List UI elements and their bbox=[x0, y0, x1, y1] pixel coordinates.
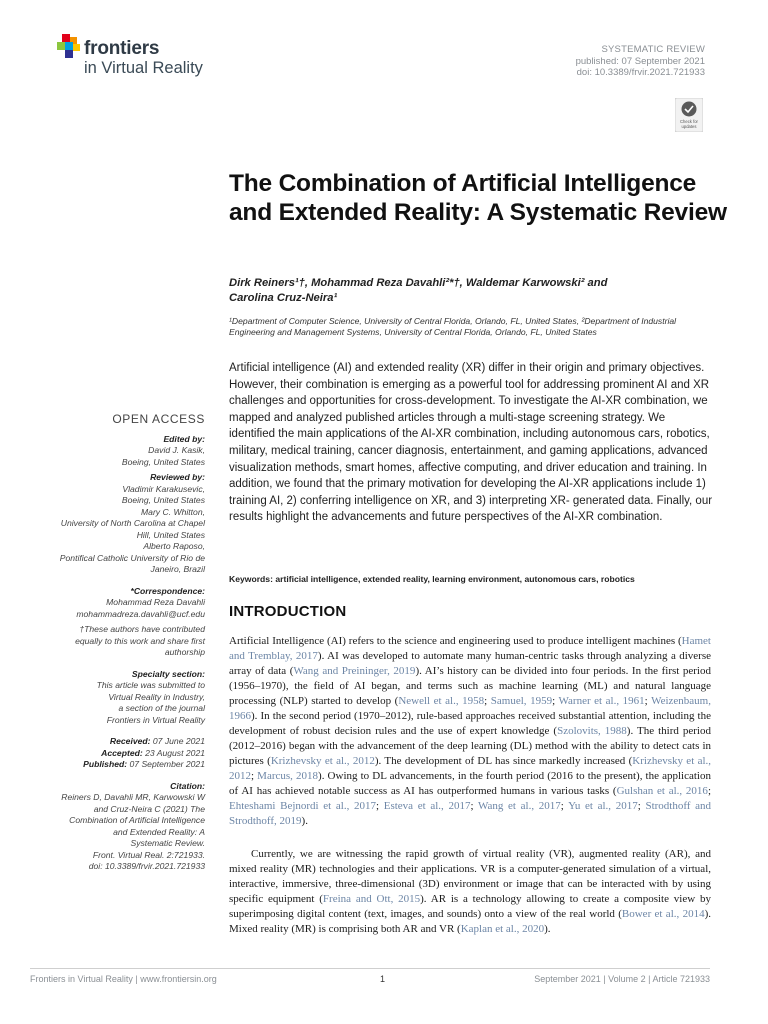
citation-link[interactable]: Krizhevsky et al., 2012 bbox=[270, 755, 375, 767]
published-label: Published: bbox=[83, 759, 128, 769]
accepted-label: Accepted: bbox=[101, 747, 143, 758]
accepted-value: 23 August 2021 bbox=[145, 747, 205, 758]
body-text: ). The development of DL has since markedly increased ( bbox=[374, 755, 633, 767]
footer-divider bbox=[30, 968, 710, 969]
body-paragraph-1 bbox=[229, 634, 711, 829]
reviewer-line: Alberto Raposo, bbox=[143, 541, 205, 551]
citation-link[interactable]: Wang et al., 2017 bbox=[477, 800, 561, 812]
page-number: 1 bbox=[380, 974, 386, 984]
body-text: ; bbox=[560, 800, 569, 812]
body-text: ). Owing to DL advancements, in the fourth period (2016 to the present), the application of AI has achieved notable success as AI has outperformed humans in various tasks ( bbox=[229, 770, 711, 797]
citation-line: and Cruz-Neira C (2021) The bbox=[93, 803, 205, 814]
body-text: ; bbox=[251, 770, 258, 782]
journal-logo[interactable] bbox=[57, 34, 277, 82]
equal-contribution-note: equally to this work and share first bbox=[75, 635, 205, 646]
article-doi[interactable]: doi: 10.3389/frvir.2021.721933 bbox=[576, 67, 705, 78]
article-type: SYSTEMATIC REVIEW bbox=[601, 44, 705, 55]
correspondence-email[interactable]: mohammadreza.davahli@ucf.edu bbox=[76, 608, 205, 619]
citation-line: Reiners D, Davahli MR, Karwowski W bbox=[61, 792, 205, 802]
editor-line: Boeing, United States bbox=[121, 456, 205, 467]
authors-line-2: Carolina Cruz-Neira¹ bbox=[229, 291, 338, 304]
body-text: ; bbox=[637, 800, 646, 812]
published-date-side bbox=[30, 759, 205, 771]
affiliations: ¹Department of Computer Science, University of Central Florida, Orlando, FL, United States, ²Department of Industrial Engineering and Management Systems, University of Central Florida, Orlando, FL, United States bbox=[229, 316, 677, 337]
abstract: Artificial intelligence (AI) and extended reality (XR) differ in their origin and primary objectives. However, their combination is emerging as a powerful tool for addressing prominent AI and XR challenges and opportunities for cross-development. To investigate the AI-XR combination, we mapped and analyzed published articles through a multi-stage screening strategy. We identified the main applications of the AI-XR combination, including autonomous cars, robotics, military, medical training, cancer diagnosis, entertainment, and gaming applications, advanced visualization methods, smart homes, affective computing, and driver education and training. In addition, we found that the primary motivation for developing the AI-XR applications include 1) training AI, 2) conferring intelligence on XR, and 3) interpreting XR- generated data. Finally, our results highlight the advancements and future perspectives of the AI-XR combination. bbox=[229, 362, 713, 524]
citation-link[interactable]: Wang and Preininger, 2019 bbox=[293, 665, 416, 677]
citation-link[interactable]: Szolovits, 1988 bbox=[557, 725, 627, 737]
reviewer-line: Mary C. Whitton, bbox=[141, 506, 205, 517]
citation-link[interactable]: Newell et al., 1958 bbox=[398, 695, 485, 707]
published-value: 07 September 2021 bbox=[129, 759, 205, 769]
specialty-line: Virtual Reality in Industry, bbox=[108, 691, 205, 702]
citation-line: Front. Virtual Real. 2:721933. bbox=[92, 849, 205, 860]
citation-link[interactable]: Bower et al., 2014 bbox=[621, 908, 705, 920]
body-text: ; bbox=[376, 800, 384, 812]
check-for-updates-icon[interactable] bbox=[675, 98, 703, 132]
body-text: ; bbox=[644, 695, 652, 707]
reviewed-by-label: Reviewed by: bbox=[150, 472, 205, 482]
citation-link[interactable]: Yu et al., 2017 bbox=[568, 800, 638, 812]
citation-link[interactable]: Samuel, 1959 bbox=[490, 695, 553, 707]
equal-contribution-note: †These authors have contributed bbox=[79, 624, 205, 634]
keywords-text: artificial intelligence, extended reality, learning environment, autonomous cars, robotics bbox=[275, 574, 635, 584]
citation-link[interactable]: Krizhevsky et al., 2012 bbox=[229, 755, 712, 782]
body-text: ; bbox=[707, 785, 711, 797]
edited-by-label: Edited by: bbox=[163, 433, 205, 444]
editor-line: David J. Kasik, bbox=[148, 445, 205, 455]
received-label: Received: bbox=[109, 736, 151, 746]
reviewer-line: University of North Carolina at Chapel bbox=[60, 518, 205, 528]
journal-name: in Virtual Reality bbox=[84, 59, 203, 77]
open-access-label: OPEN ACCESS bbox=[112, 412, 205, 426]
citation-link[interactable]: Ehteshami Bejnordi et al., 2017 bbox=[229, 800, 376, 812]
body-text: Currently, we are witnessing the rapid growth of virtual reality (VR), augmented reality (AR), and mixed reality (MR) technologies and their applications. VR is a computer-generated simulation of a virtual, interactive, immersive, three-dimensional (3D) environment or image that can be interacted with by using specific equipment ( bbox=[229, 848, 711, 905]
equal-contribution-note: authorship bbox=[164, 647, 205, 657]
citation-link[interactable]: Gulshan et al., 2016 bbox=[616, 785, 708, 797]
authors-line-1: Dirk Reiners¹†, Mohammad Reza Davahli²*†, Waldemar Karwowski² and bbox=[229, 277, 608, 289]
citation-label: Citation: bbox=[170, 780, 205, 791]
published-date: published: 07 September 2021 bbox=[575, 55, 705, 67]
paper-title: The Combination of Artificial Intelligence and Extended Reality: A Systematic Review bbox=[229, 170, 727, 226]
body-paragraph-2 bbox=[229, 847, 711, 937]
check-badge-line2: updates bbox=[681, 124, 697, 129]
specialty-line: This article was submitted to bbox=[96, 680, 205, 690]
brand-name: frontiers bbox=[84, 38, 160, 59]
body-text: ; bbox=[552, 695, 559, 707]
body-text: ). Mixed reality (MR) is comprising both AR and VR ( bbox=[229, 908, 711, 935]
received-value: 07 June 2021 bbox=[152, 736, 205, 746]
article-sidebar bbox=[30, 414, 205, 873]
body-text: ). AR is a technology allowing to create a composite view by superimposing digital content (text, images, and sounds) onto a view of the real world ( bbox=[229, 893, 711, 920]
citation-line: Combination of Artificial Intelligence bbox=[69, 815, 205, 825]
footer-issue-info: September 2021 | Volume 2 | Article 721933 bbox=[534, 974, 710, 984]
citation-link[interactable]: Freina and Ott, 2015 bbox=[322, 893, 421, 905]
section-heading-introduction: INTRODUCTION bbox=[229, 603, 347, 620]
citation-link[interactable]: Warner et al., 1961 bbox=[558, 695, 645, 707]
reviewer-line: Vladimir Karakusevic, bbox=[122, 483, 205, 494]
citation-doi[interactable]: doi: 10.3389/frvir.2021.721933 bbox=[88, 861, 205, 871]
body-text: ). AI was developed to automate many human-centric tasks through analyzing a diverse array of data ( bbox=[229, 650, 712, 677]
citation-link[interactable]: Kaplan et al., 2020 bbox=[460, 923, 545, 935]
citation-line: and Extended Reality: A bbox=[113, 826, 205, 837]
body-text: Artificial Intelligence (AI) refers to the science and engineering used to produce intelligent machines ( bbox=[229, 635, 682, 647]
check-badge-line1: Check for bbox=[680, 119, 698, 124]
citation-line: Systematic Review. bbox=[130, 838, 205, 848]
received-date bbox=[30, 736, 205, 748]
body-text: ). AI’s history can be divided into four periods. In the first period (1956–1970), the field of AI began, and terms such as machine learning (ML) and natural language processing (NLP) started to develop ( bbox=[229, 665, 711, 707]
keywords-label: Keywords: bbox=[229, 574, 273, 584]
citation-link[interactable]: Strodthoff and Strodthoff, 2019 bbox=[229, 800, 712, 827]
article-meta bbox=[576, 44, 705, 79]
body-text: ; bbox=[484, 695, 491, 707]
keywords bbox=[229, 574, 714, 584]
correspondence-name: Mohammad Reza Davahli bbox=[106, 597, 205, 607]
accepted-date bbox=[30, 748, 205, 760]
body-text: ). bbox=[301, 815, 308, 827]
specialty-line: Frontiers in Virtual Reality bbox=[106, 714, 205, 725]
correspondence-label: *Correspondence: bbox=[130, 585, 205, 596]
footer-journal-link[interactable]: Frontiers in Virtual Reality | www.frontiersin.org bbox=[30, 974, 217, 984]
citation-link[interactable]: Esteva et al., 2017 bbox=[383, 800, 471, 812]
reviewer-line: Janeiro, Brazil bbox=[150, 564, 205, 574]
citation-link[interactable]: Hamet and Tremblay, 2017 bbox=[229, 635, 711, 662]
body-text: ). bbox=[544, 923, 551, 935]
author-list bbox=[229, 276, 699, 305]
citation-link[interactable]: Weizenbaum, 1966 bbox=[229, 695, 711, 722]
body-text: ). The third period (2012–2016) began with the advancement of the deep learning (DL) method with the ability to detect cats in pictures ( bbox=[229, 725, 711, 767]
body-text: ). In the second period (1970–2012), rule-based approaches received substantial attention, including the development of robust decision rules and the use of expert knowledge ( bbox=[229, 710, 711, 737]
specialty-label: Specialty section: bbox=[131, 668, 205, 679]
reviewer-line: Hill, United States bbox=[136, 529, 205, 540]
citation-link[interactable]: Marcus, 2018 bbox=[257, 770, 319, 782]
frontiers-logo-icon bbox=[57, 34, 83, 60]
specialty-line: a section of the journal bbox=[118, 703, 205, 713]
reviewer-line: Pontifical Catholic University of Rio de bbox=[59, 552, 205, 563]
reviewer-line: Boeing, United States bbox=[121, 495, 205, 505]
body-text: ; bbox=[470, 800, 478, 812]
